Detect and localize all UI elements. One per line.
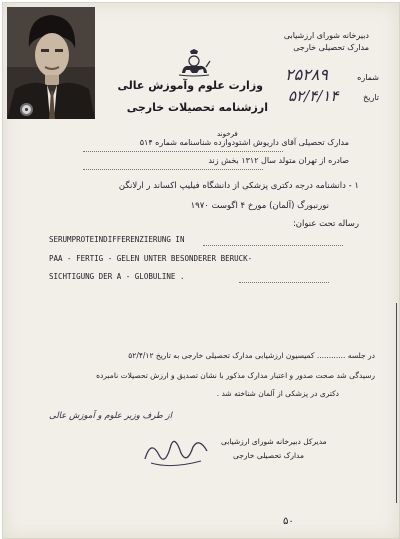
reference-number-label: شماره — [357, 73, 379, 82]
certificate-document — [2, 2, 400, 539]
thesis-label: رساله تحت عنوان: — [292, 219, 359, 229]
page-number: ۵۰ — [283, 516, 294, 527]
decision-line1: در جلسه ............ کمیسیون ارزشیابی مدارک تحصیلی خارجی به تاریخ ۵۲/۴/۱۲ — [128, 351, 375, 360]
thesis-title-line1: SERUMPROTEINDIFFERENZIERUNG IN — [49, 235, 185, 244]
photo-grommet — [20, 103, 33, 116]
reference-date-value: ۵۲/۴/۱۴ — [288, 87, 339, 105]
decision-line3: دکتری در پزشکی از آلمان شناخته شد . — [216, 389, 339, 398]
ministry-name: وزارت علوم وآموزش عالی — [117, 79, 263, 92]
decision-line2: رسیدگی شد صحت صدور و اعتبار مدارک مذکور با نشان تصدیق و ارزش تحصیلات نامبرده — [96, 371, 375, 380]
council-line1: دبیرخانه شورای ارزشیابی — [283, 31, 369, 40]
minister-delegate-title: از طرف وزیر علوم و آموزش عالی — [49, 411, 172, 421]
reference-number-value: ۲۵۲۸۹ — [285, 65, 328, 84]
name-label: فرخوند — [217, 130, 238, 138]
reference-date-label: تاریخ — [363, 93, 379, 102]
portrait-photo — [7, 7, 95, 119]
scan-edge — [396, 303, 397, 503]
detail-line2: صادره از تهران متولد سال ۱۳۱۲ بخش زند — [208, 156, 349, 165]
degree-line2: نورنبورگ (آلمان) مورخ ۴ اگوست ۱۹۷۰ — [190, 201, 329, 211]
thesis-title-line3: SICHTIGUNG DER A - GLOBULINE . — [49, 272, 185, 281]
council-line2: مدارک تحصیلی خارجی — [293, 43, 369, 52]
director-title-line2: مدارک تحصیلی خارجی — [233, 451, 305, 460]
certificate-title: ارزشنامه تحصیلات خارجی — [126, 101, 268, 114]
detail-line1: مدارک تحصیلی آقای داریوش اشتودوازده شناسنامه شماره ۵۱۴ — [139, 138, 349, 147]
lion-and-sun-emblem-icon — [177, 49, 211, 81]
director-title-line1: مدیرکل دبیرخانه شورای ارزشیابی — [221, 437, 327, 446]
thesis-title-line2: PAA - FERTIG - GELEN UNTER BESONDERER BERUCK- — [49, 254, 253, 263]
handwritten-signature — [141, 431, 211, 475]
degree-line1: ۱ - دانشنامه درجه دکتری پزشکی از دانشگاه فیلیپ اکساند ر ارلانگن — [118, 181, 359, 191]
